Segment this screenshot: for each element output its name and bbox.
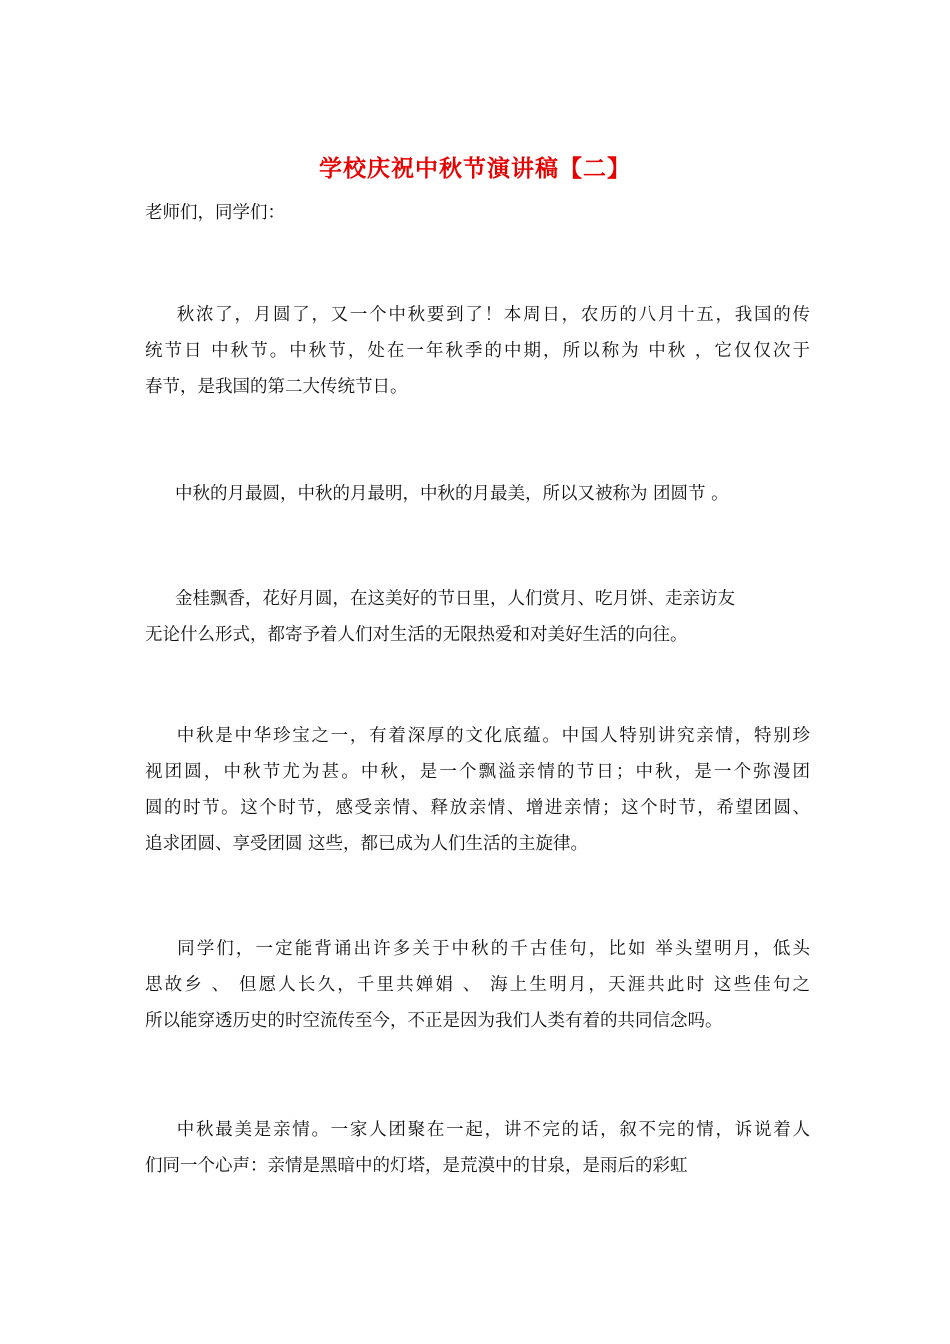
paragraph-line: 同学们，一定能背诵出许多关于中秋的千古佳句，比如 举头望明月，低头: [175, 939, 810, 959]
paragraph-1: [145, 297, 810, 405]
paragraph-line: 中秋是中华珍宝之一，有着深厚的文化底蕴。中国人特别讲究亲情，特别珍: [175, 726, 810, 746]
paragraph-line: 中秋最美是亲情。一家人团聚在一起，讲不完的话，叙不完的情，诉说着人: [175, 1120, 810, 1140]
paragraph-line: 秋浓了，月圆了，又一个中秋要到了！本周日，农历的八月十五，我国的传: [175, 305, 810, 325]
paragraph-line: 春节，是我国的第二大传统节日。: [145, 377, 408, 397]
paragraph-6: [145, 1112, 810, 1184]
paragraph-line: 无论什么形式，都寄予着人们对生活的无限热爱和对美好生活的向往。: [145, 625, 688, 645]
paragraph-5: [145, 931, 810, 1039]
paragraph-line: 所以能穿透历史的时空流传至今，不正是因为我们人类有着的共同信念吗。: [145, 1011, 723, 1031]
paragraph-line: 金桂飘香，花好月圆，在这美好的节日里，人们赏月、吃月饼、走亲访友: [175, 589, 735, 609]
greeting: 老师们，同学们：: [145, 203, 285, 223]
paragraph-line: 追求团圆、享受团圆 这些，都已成为人们生活的主旋律。: [145, 834, 589, 854]
paragraph-line: 们同一个心声：亲情是黑暗中的灯塔，是荒漠中的甘泉，是雨后的彩虹: [145, 1156, 688, 1176]
paragraph-line: 中秋的月最圆，中秋的月最明，中秋的月最美，所以又被称为 团圆节 。: [175, 484, 729, 504]
document-title: 学校庆祝中秋节演讲稿【二】: [319, 155, 631, 182]
paragraph-line: 圆的时节。这个时节，感受亲情、释放亲情、增进亲情；这个时节，希望团圆、: [145, 798, 810, 818]
paragraph-line: 视团圆，中秋节尤为甚。中秋，是一个飘溢亲情的节日；中秋，是一个弥漫团: [145, 762, 810, 782]
paragraph-line: 统节日 中秋节。中秋节，处在一年秋季的中期，所以称为 中秋 ，它仅仅次于: [145, 341, 810, 361]
paragraph-2: [145, 476, 810, 512]
paragraph-4: [145, 718, 810, 862]
paragraph-3: [145, 581, 810, 653]
paragraph-line: 思故乡 、 但愿人长久，千里共婵娟 、 海上生明月，天涯共此时 这些佳句之: [145, 975, 810, 995]
